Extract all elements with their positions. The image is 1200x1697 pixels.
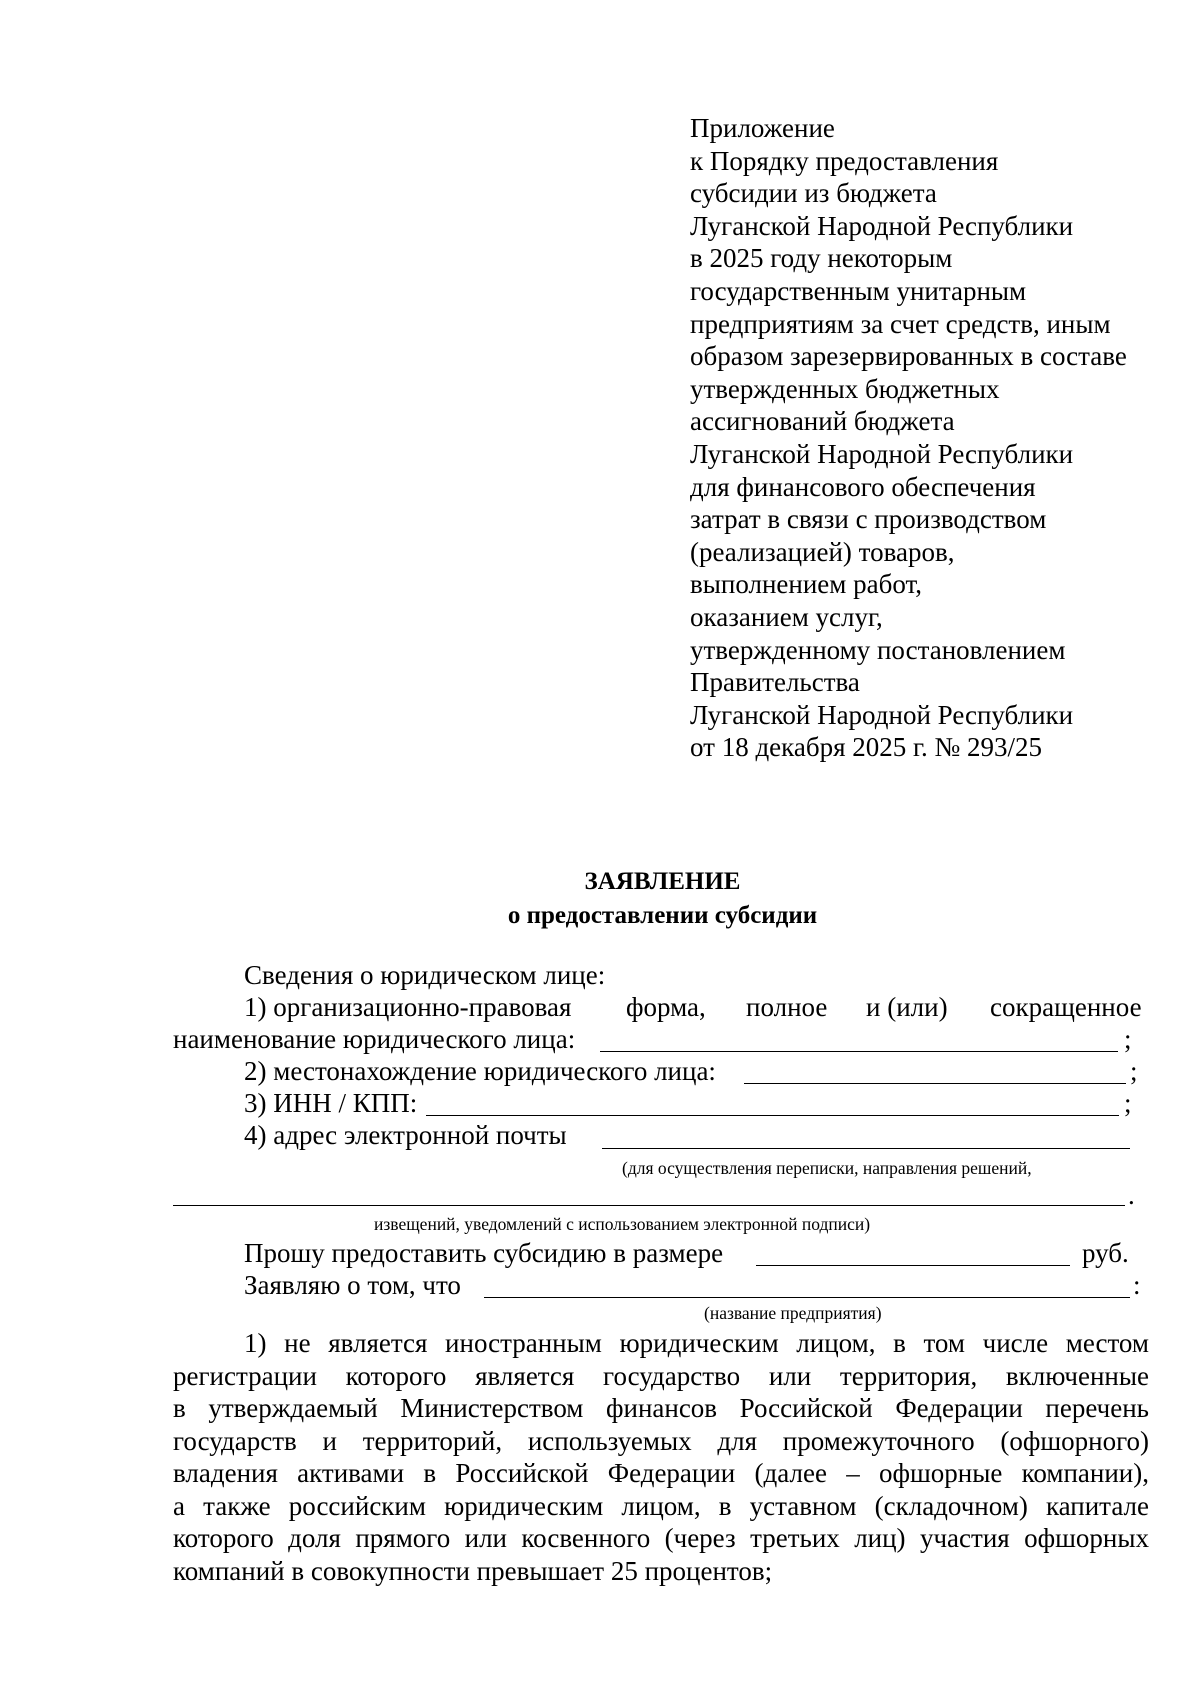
item1-word: сокращенное — [990, 992, 1142, 1022]
paragraph-line: владения активами в Российской Федерации (далее – офшорные компании), — [173, 1458, 1149, 1488]
punctuation: ; — [1124, 1088, 1132, 1118]
location-label: 2) местонахождение юридического лица: — [244, 1056, 716, 1086]
document-subtitle: о предоставлении субсидии — [507, 902, 818, 929]
company-name-note: (название предприятия) — [704, 1303, 882, 1323]
appendix-line: (реализацией) товаров, — [690, 536, 955, 567]
punctuation: . — [1128, 1180, 1135, 1210]
item1-word: полное — [746, 992, 828, 1022]
paragraph-line: а также российским юридическим лицом, в уставном (складочном) капитале — [173, 1490, 1149, 1521]
appendix-header — [690, 112, 1127, 764]
appendix-line: ассигнований бюджета — [690, 406, 955, 437]
declaration-label: Заявляю о том, что — [244, 1270, 461, 1300]
document-title: ЗАЯВЛЕНИЕ — [584, 868, 741, 895]
paragraph-line: которого доля прямого или косвенного (через третьих лиц) участия офшорных — [173, 1523, 1149, 1553]
appendix-line: Луганской Народной Республики — [690, 699, 1074, 730]
appendix-line: выполнением работ, — [690, 569, 922, 600]
appendix-line: Луганской Народной Республики — [690, 438, 1074, 469]
email-input-line[interactable] — [602, 1148, 1130, 1149]
item1-word: и (или) — [866, 992, 948, 1022]
appendix-line: образом зарезервированных в составе — [690, 341, 1127, 372]
paragraph-line: в утверждаемый Министерством финансов Российской Федерации перечень — [173, 1393, 1149, 1423]
declaration-paragraph-1 — [173, 1327, 1149, 1587]
appendix-line: утвержденному постановлением — [690, 634, 1066, 665]
name-input-line[interactable] — [600, 1051, 1118, 1052]
appendix-line: утвержденных бюджетных — [690, 373, 1000, 404]
appendix-line: в 2025 году некоторым — [690, 243, 953, 274]
paragraph-line: компаний в совокупности превышает 25 процентов; — [173, 1555, 773, 1586]
appendix-line: предприятиям за счет средств, иным — [690, 308, 1111, 339]
paragraph-line: регистрации которого является государство или территория, включенные — [173, 1360, 1149, 1391]
legal-entity-intro: Сведения о юридическом лице: — [244, 960, 606, 990]
appendix-line: для финансового обеспечения — [690, 471, 1036, 502]
currency-label: руб. — [1082, 1238, 1129, 1268]
company-name-input-line[interactable] — [484, 1297, 1130, 1298]
item1-word: 1) организационно-правовая — [244, 992, 572, 1022]
punctuation: ; — [1130, 1056, 1138, 1086]
appendix-line: государственным унитарным — [690, 275, 1027, 306]
item1-word: форма, — [626, 992, 706, 1022]
appendix-line: к Порядку предоставления — [690, 145, 999, 176]
location-input-line[interactable] — [744, 1083, 1126, 1084]
email-note-line2: извещений, уведомлений с использованием электронной подписи) — [374, 1214, 871, 1234]
email-input-line-continued[interactable] — [173, 1205, 1125, 1206]
appendix-line: субсидии из бюджета — [690, 178, 937, 209]
appendix-line: Луганской Народной Республики — [690, 210, 1074, 241]
paragraph-line: 1) не является иностранным юридическим лицом, в том числе местом — [244, 1328, 1149, 1358]
inn-kpp-label: 3) ИНН / КПП: — [244, 1088, 418, 1118]
punctuation: ; — [1124, 1024, 1132, 1054]
subsidy-request-label: Прошу предоставить субсидию в размере — [244, 1238, 724, 1268]
inn-kpp-input-line[interactable] — [426, 1115, 1119, 1116]
appendix-line: оказанием услуг, — [690, 601, 883, 632]
appendix-line: Правительства — [690, 667, 860, 698]
appendix-line: затрат в связи с производством — [690, 504, 1047, 535]
email-label: 4) адрес электронной почты — [244, 1120, 567, 1150]
email-note-line1: (для осуществления переписки, направления решений, — [622, 1158, 1032, 1178]
punctuation: : — [1133, 1270, 1141, 1300]
appendix-line: от 18 декабря 2025 г. № 293/25 — [690, 732, 1043, 763]
paragraph-line: государств и территорий, используемых для промежуточного (офшорного) — [173, 1425, 1149, 1456]
subsidy-amount-input-line[interactable] — [756, 1265, 1070, 1266]
appendix-line: Приложение — [690, 113, 835, 143]
name-label: наименование юридического лица: — [173, 1024, 576, 1054]
